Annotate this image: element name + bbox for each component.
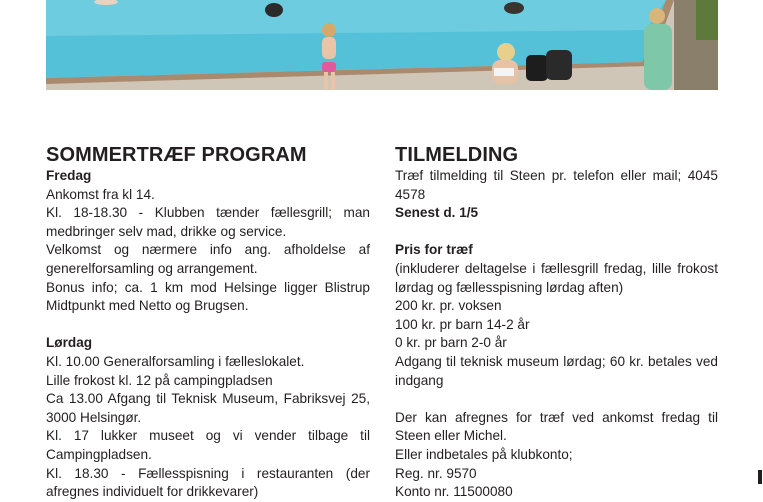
program-column	[46, 143, 370, 502]
price-line: Adgang til teknisk museum lørdag; 60 kr. betales ved indgang	[395, 353, 718, 388]
signup-heading: TILMELDING	[395, 144, 519, 166]
page-edge-mark	[758, 470, 762, 484]
program-heading: SOMMERTRÆF PROGRAM	[46, 144, 307, 166]
friday-line: Kl. 18-18.30 - Klubben tænder fællesgrill; man medbringer selv mad, drikke og service.	[46, 205, 370, 239]
signup-column	[395, 143, 718, 502]
friday-line: Bonus info; ca. 1 km mod Helsinge ligger Blistrup Midtpunkt med Netto og Brugsen.	[46, 279, 370, 314]
friday-title: Fredag	[46, 168, 92, 183]
payment-line: Eller indbetales på klubkonto;	[395, 446, 573, 462]
saturday-line: Kl. 10.00 Generalforsamling i fælleslokalet.	[46, 353, 305, 369]
saturday-line: Lille frokost kl. 12 på campingpladsen	[46, 372, 273, 388]
signup-deadline: Senest d. 1/5	[395, 205, 479, 221]
signup-intro: Træf tilmelding til Steen pr. telefon eller mail; 4045 4578	[395, 168, 718, 202]
payment-line: Konto nr. 11500080	[395, 484, 513, 500]
pool-photo-image	[46, 0, 718, 90]
friday-line: Ankomst fra kl 14.	[46, 186, 155, 202]
friday-line: Velkomst og nærmere info ang. afholdelse af generelforsamling og arrangement.	[46, 242, 370, 276]
payment-line: Der kan afregnes for træf ved ankomst fredag til Steen eller Michel.	[395, 409, 718, 444]
price-line: 0 kr. pr barn 2-0 år	[395, 335, 507, 351]
price-line: 100 kr. pr barn 14-2 år	[395, 316, 530, 332]
saturday-title: Lørdag	[46, 335, 93, 351]
price-line: (inkluderer deltagelse i fællesgrill fredag, lille frokost lørdag og fællesspisning lørdag aften)	[395, 260, 718, 295]
saturday-line: Kl. 17 lukker museet og vi vender tilbage til Campingpladsen.	[46, 428, 370, 462]
pool-photo	[46, 0, 718, 90]
payment-line: Reg. nr. 9570	[395, 465, 477, 481]
saturday-line: Kl. 18.30 - Fællesspisning i restauranten (der afregnes individuelt for drikkevarer)	[46, 465, 370, 500]
price-line: 200 kr. pr. voksen	[395, 298, 502, 314]
price-title: Pris for træf	[395, 242, 473, 258]
saturday-line: Ca 13.00 Afgang til Teknisk Museum, Fabriksvej 25, 3000 Helsingør.	[46, 391, 370, 425]
